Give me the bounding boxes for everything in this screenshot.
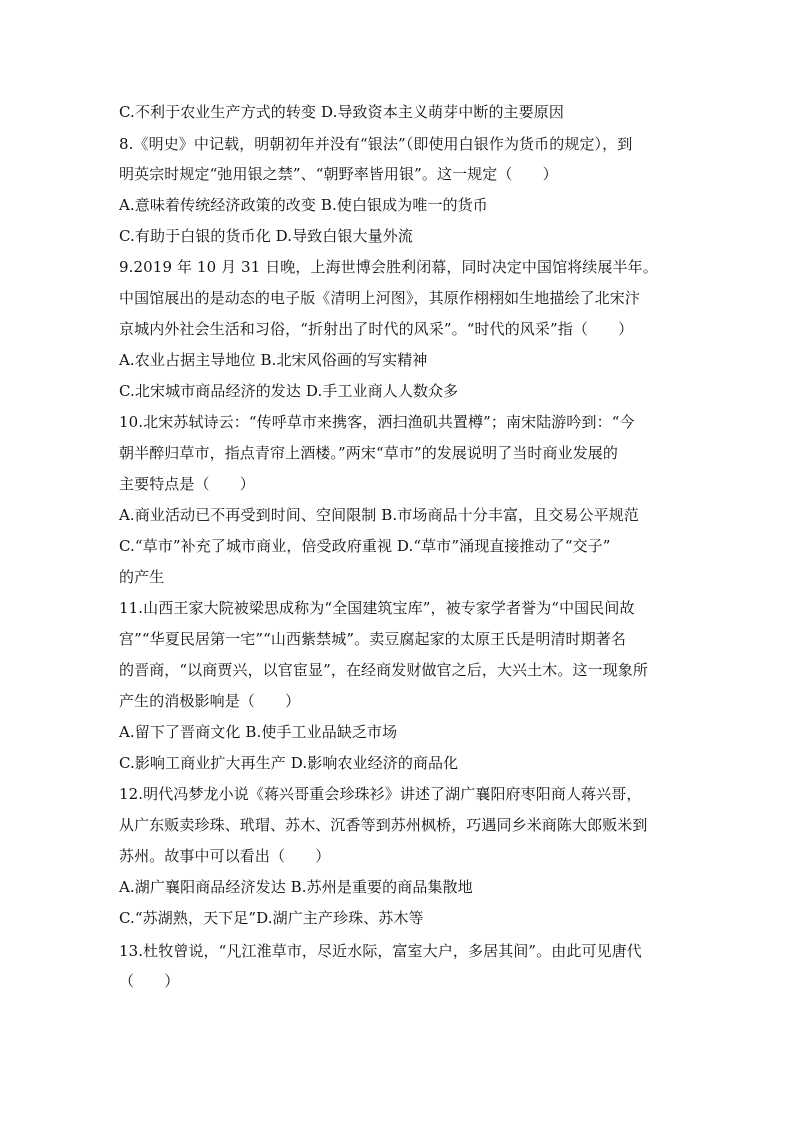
question-8-line-1: 8.《明史》中记载，明朝初年并没有“银法”（即使用白银作为货币的规定），到	[119, 135, 633, 153]
option-line-7cd: C.不利于农业生产方式的转变 D.导致资本主义萌芽中断的主要原因	[119, 103, 564, 121]
question-12-line-1: 12.明代冯梦龙小说《蒋兴哥重会珍珠衫》讲述了湖广襄阳府枣阳商人蒋兴哥，	[119, 785, 642, 803]
question-9-line-1: 9.2019 年 10 月 31 日晚，上海世博会胜利闭幕，同时决定中国馆将续展半年。	[119, 258, 658, 276]
question-13-line-1: 13.杜牧曾说，“凡江淮草市，尽近水际，富室大户，多居其间”。由此可见唐代	[119, 942, 642, 960]
question-11-line-2: 宫”“华夏民居第一宅”“山西紫禁城”。卖豆腐起家的太原王氏是明清时期著名	[119, 630, 626, 648]
question-9-line-2: 中国馆展出的是动态的电子版《清明上河图》，其原作栩栩如生地描绘了北宋汴	[119, 289, 641, 307]
question-11-line-3: 的晋商，“以商贾兴，以官宦显”，在经商发财做官之后，大兴土木。这一现象所	[119, 661, 648, 679]
question-13-line-2: （ ）	[119, 972, 180, 990]
question-11-line-1: 11.山西王家大院被梁思成称为“全国建筑宝库”，被专家学者誉为“中国民间故	[119, 599, 635, 617]
option-line-11cd: C.影响工商业扩大再生产 D.影响农业经济的商品化	[119, 754, 459, 772]
question-10-line-1: 10.北宋苏轼诗云：“传呼草市来携客，洒扫渔矶共置樽”；南宋陆游吟到：“今	[119, 413, 635, 431]
option-line-9ab: A.农业占据主导地位 B.北宋风俗画的写实精神	[119, 351, 428, 369]
option-line-12ab: A.湖广襄阳商品经济发达 B.苏州是重要的商品集散地	[119, 878, 473, 896]
option-line-10d-cont: 的产生	[119, 568, 165, 586]
option-line-12cd: C.“苏湖熟，天下足”D.湖广主产珍珠、苏木等	[119, 909, 424, 927]
option-line-10cd: C.“草市”补充了城市商业，倍受政府重视 D.“草市”涌现直接推动了“交子”	[119, 537, 611, 555]
question-8-line-2: 明英宗时规定“弛用银之禁”、“朝野率皆用银”。这一规定（ ）	[119, 165, 558, 183]
question-10-line-2: 朝半醉归草市，指点青帘上酒楼。”两宋“草市”的发展说明了当时商业发展的	[119, 444, 619, 462]
option-line-10ab: A.商业活动已不再受到时间、空间限制 B.市场商品十分丰富，且交易公平规范	[119, 506, 639, 524]
option-line-8ab: A.意味着传统经济政策的改变 B.使白银成为唯一的货币	[119, 196, 488, 214]
question-10-line-3: 主要特点是（ ）	[119, 475, 255, 493]
option-line-9cd: C.北宋城市商品经济的发达 D.手工业商人人数众多	[119, 382, 459, 400]
question-9-line-3: 京城内外社会生活和习俗，“折射出了时代的风采”。“时代的风采”指（ ）	[119, 320, 634, 338]
option-line-8cd: C.有助于白银的货币化 D.导致白银大量外流	[119, 227, 413, 245]
option-line-11ab: A.留下了晋商文化 B.使手工业品缺乏市场	[119, 723, 398, 741]
question-11-line-4: 产生的消极影响是（ ）	[119, 692, 301, 710]
question-12-line-2: 从广东贩卖珍珠、玳瑁、苏木、沉香等到苏州枫桥，巧遇同乡米商陈大郎贩米到	[119, 816, 648, 834]
question-12-line-3: 苏州。故事中可以看出（ ）	[119, 847, 331, 865]
